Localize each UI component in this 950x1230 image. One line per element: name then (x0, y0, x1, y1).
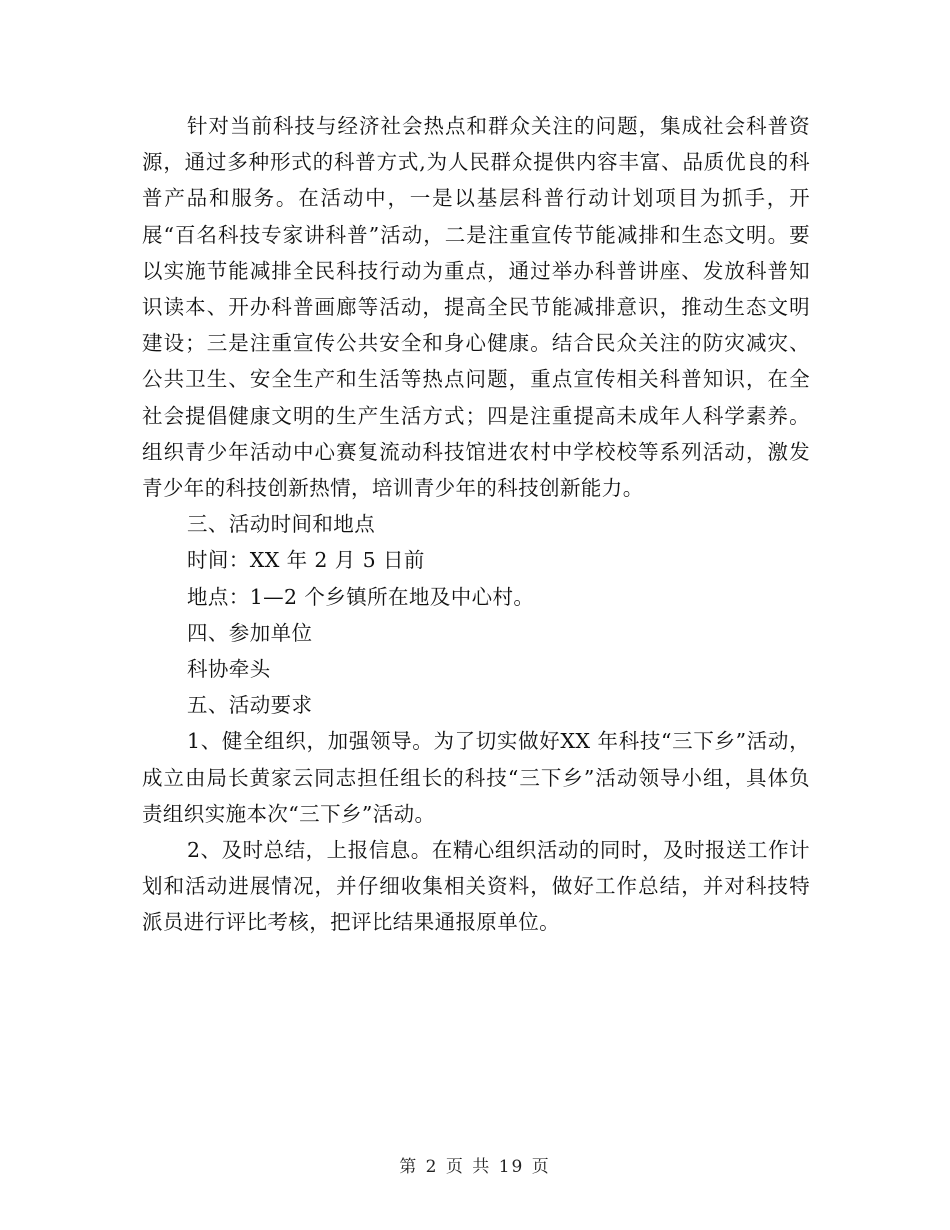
requirement-paragraph-1: 1、健全组织，加强领导。为了切实做好XX 年科技“三下乡”活动，成立由局长黄家云同志担任组长的科技“三下乡”活动领导小组，具体负责组织实施本次“三下乡”活动。 (142, 729, 810, 826)
paragraph-activity-content: 针对当前科技与经济社会热点和群众关注的问题，集成社会科普资源，通过多种形式的科普方式,为人民群众提供内容丰富、品质优良的科普产品和服务。在活动中，一是以基层科普行动计划项目为抓手，开展“百名科技专家讲科普”活动，二是注重宣传节能减排和生态文明。要以实施节能减排全民科技行动为重点，通过举办科普讲座、发放科普知识读本、开办科普画廊等活动，提高全民节能减排意识，推动生态文明建设；三是注重宣传公共安全和身心健康。结合民众关注的防灾减灾、公共卫生、安全生产和生活等热点问题，重点宣传相关科普知识，在全社会提倡健康文明的生产生活方式；四是注重提高未成年人科学素养。组织青少年活动中心赛复流动科技馆进农村中学校校等系列活动，激发青少年的科技创新热情，培训青少年的科技创新能力。 (142, 114, 810, 501)
page-number: 第 2 页 共 19 页 (399, 1157, 551, 1177)
section-heading-requirements: 五、活动要求 (187, 693, 313, 718)
place-line: 地点：1—2 个乡镇所在地及中心村。 (187, 584, 535, 609)
requirement-paragraph-2: 2、及时总结，上报信息。在精心组织活动的同时，及时报送工作计划和活动进展情况，并仔细收集相关资料，做好工作总结，并对科技特派员进行评比考核，把评比结果通报原单位。 (142, 838, 810, 935)
document-body (142, 108, 810, 941)
time-line: 时间：XX 年 2 月 5 日前 (187, 548, 425, 573)
section-heading-time-place: 三、活动时间和地点 (187, 512, 376, 537)
section-heading-units: 四、参加单位 (187, 620, 313, 645)
unit-line: 科协牵头 (187, 657, 271, 682)
page-footer (0, 1152, 950, 1177)
